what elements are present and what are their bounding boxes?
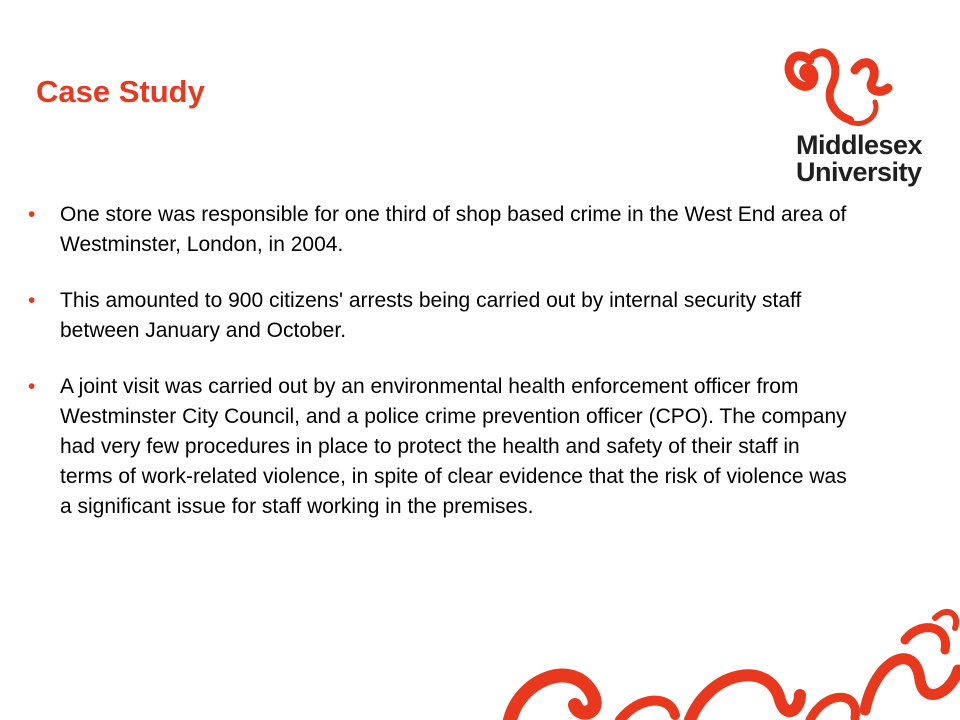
logo-wordmark xyxy=(796,132,922,186)
logo-swirl-icon xyxy=(780,40,930,135)
bullet-dot-icon: • xyxy=(28,375,36,398)
logo-line-1: Middlesex xyxy=(796,130,923,160)
bullet-dot-icon: • xyxy=(28,289,36,312)
slide-title: Case Study xyxy=(36,74,205,109)
bullet-dot-icon: • xyxy=(28,203,36,226)
middlesex-university-logo xyxy=(780,40,930,200)
logo-line-2: University xyxy=(796,157,922,187)
bullet-item xyxy=(28,372,848,522)
bullet-item xyxy=(28,200,848,260)
bullet-list xyxy=(28,200,848,548)
bullet-text: A joint visit was carried out by an environmental health enforcement officer from Westminster City Council, and a police crime prevention officer (CPO). The company had very few procedures in place to protect the health and safety of their staff in terms of work-related violence, in spite of clear evidence that the risk of violence was a significant issue for staff working in the premises. xyxy=(60,375,847,518)
bullet-text: This amounted to 900 citizens' arrests being carried out by internal security staff between January and October. xyxy=(60,289,802,342)
bullet-text: One store was responsible for one third of shop based crime in the West End area of Westminster, London, in 2004. xyxy=(60,203,847,256)
decorative-swirl-icon xyxy=(480,600,960,720)
bullet-item xyxy=(28,286,848,346)
